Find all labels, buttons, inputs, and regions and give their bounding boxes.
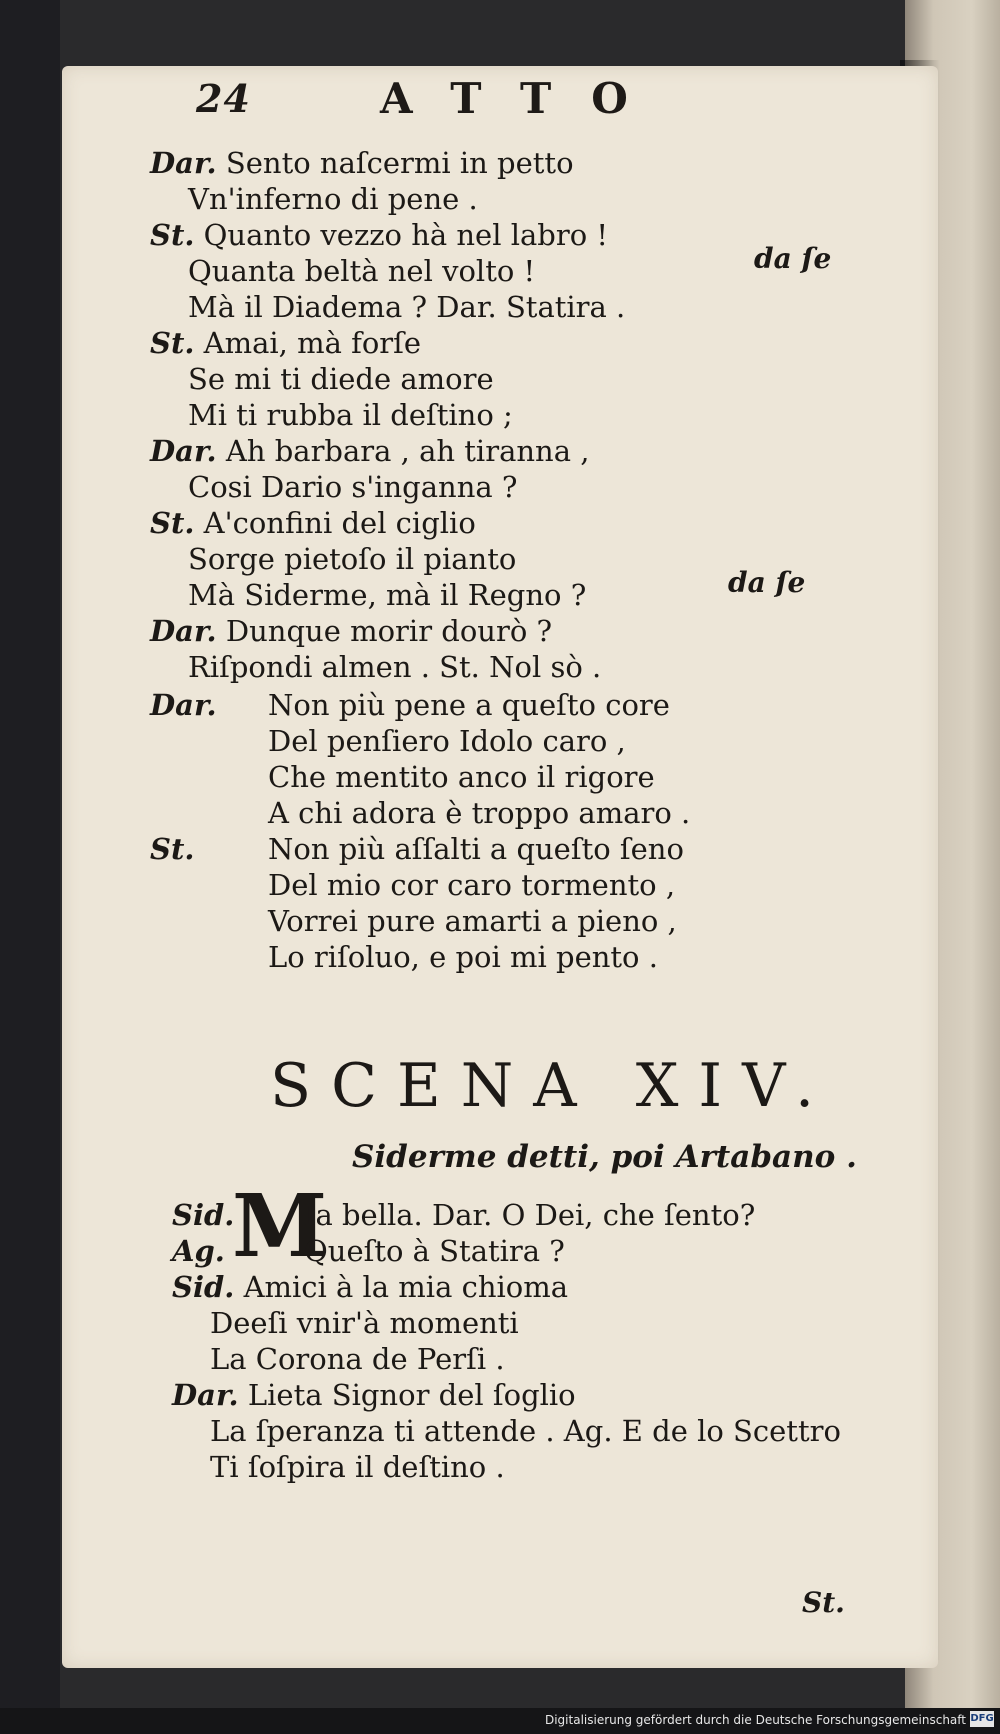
aria-line: Lo riſoluo, e poi mi pento . [268,940,658,974]
verse-line: Se mi ti diede amore [188,362,494,396]
aria-line: Del penſiero Idolo caro , [268,724,626,758]
aria-line: Che mentito anco il rigore [268,760,655,794]
stage-direction-aside: da ſe [728,566,806,599]
verse-line: Dar. Ah barbara , ah tiranna , [150,434,590,468]
aria-line: Dar. Non più pene a queſto core [150,688,670,722]
scene-heading: SCENA XIV. [270,1051,835,1121]
aria-line: A chi adora è troppo amaro . [268,796,691,830]
catchword: St. [802,1586,845,1619]
dfg-logo: DFG [970,1711,994,1727]
verse-line: Sid. Ia bella. Dar. O Dei, che ſento? [172,1198,756,1232]
verse-line: Ag. Queſto à Statira ? [172,1234,565,1268]
verse-line: Sorge pietoſo il pianto [188,542,517,576]
verse-line: Mà il Diadema ? Dar. Statira . [188,290,626,324]
verse-line: St. A'confini del ciglio [150,506,476,540]
book-page [62,66,938,1668]
scene-characters: Siderme detti, poi Artabano . [352,1139,857,1175]
verse-line: Dar. Sento naſcermi in petto [150,146,574,180]
drop-cap: M [232,1176,328,1277]
verse-line: Quanta beltà nel volto ! [188,254,536,288]
verse-line: Ti ſoſpira il deſtino . [210,1450,505,1484]
verse-line: Vn'inferno di pene . [188,182,478,216]
scanner-background-left [0,0,60,1734]
aria-line: St. Non più aſſalti a queſto ſeno [150,832,684,866]
verse-line: Riſpondi almen . St. Nol sò . [188,650,602,684]
verse-line: Dar. Dunque morir dourò ? [150,614,553,648]
verse-line: St. Quanto vezzo hà nel labro ! [150,218,609,252]
verse-line: Sid. Amici à la mia chioma [172,1270,569,1304]
verse-line: La Corona de Perſi . [210,1342,505,1376]
aria-line: Vorrei pure amarti a pieno , [268,904,677,938]
verse-line: Deeſi vnir'à momenti [210,1306,519,1340]
running-head: ATTO [380,74,668,123]
verse-line: Dar. Lieta Signor del ſoglio [172,1378,576,1412]
verse-line: St. Amai, mà forſe [150,326,422,360]
verse-line: Mà Siderme, mà il Regno ? [188,578,587,612]
digitization-credit: Digitalisierung gefördert durch die Deutsche Forschungsgemeinschaft [544,1713,966,1727]
verse-line: La ſperanza ti attende . Ag. E de lo Scettro [210,1414,841,1448]
verse-line: Mi ti rubba il deſtino ; [188,398,513,432]
stage-direction-aside: da ſe [754,242,832,275]
verse-line: Cosi Dario s'inganna ? [188,470,518,504]
page-number: 24 [196,76,251,121]
aria-line: Del mio cor caro tormento , [268,868,676,902]
